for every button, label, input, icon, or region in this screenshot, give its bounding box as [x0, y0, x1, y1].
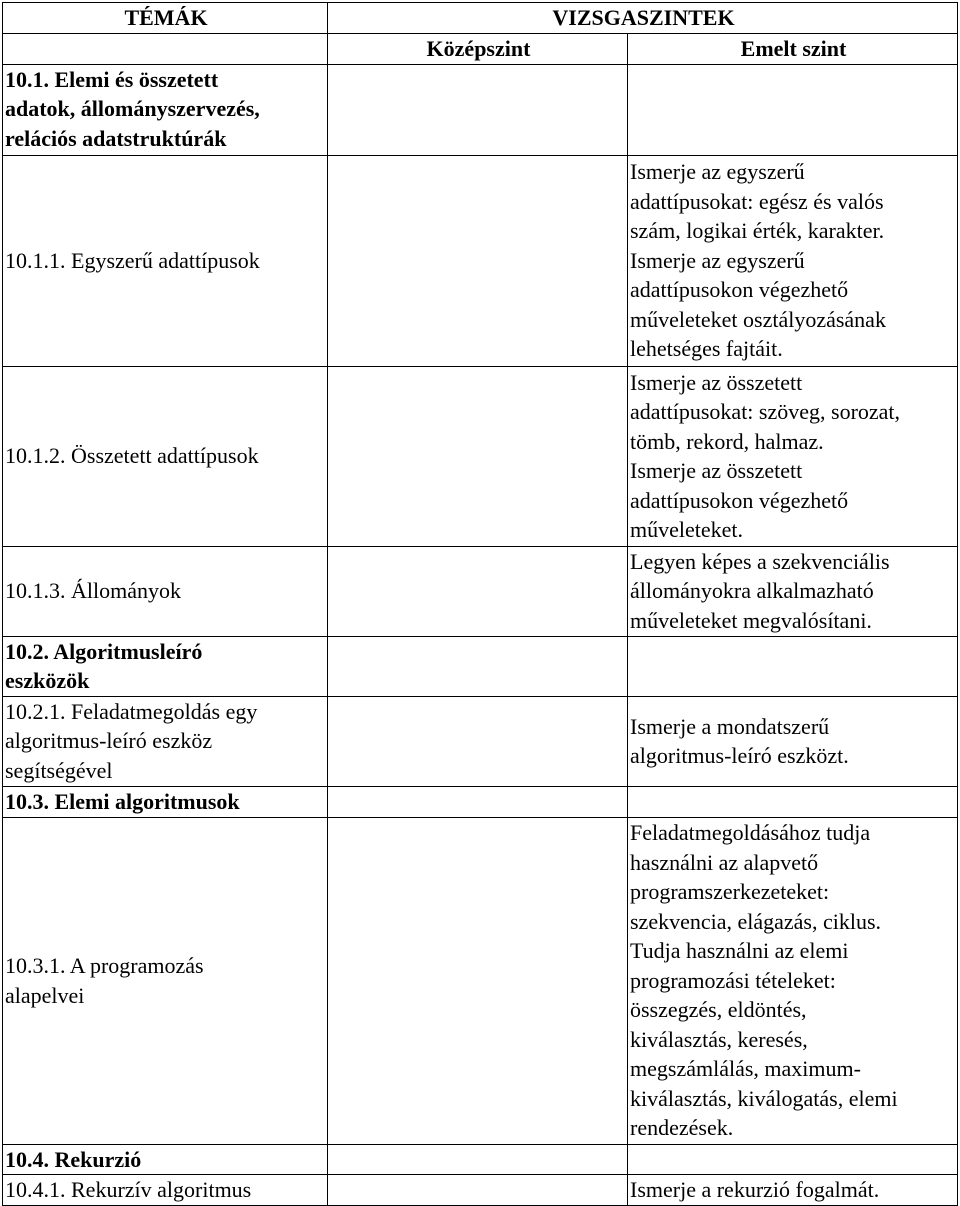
topic-cell [3, 636, 328, 696]
advanced-cell [628, 546, 958, 636]
topic-text: 10.3.1. A programozás alapelvei [5, 953, 204, 1008]
intermediate-cell [328, 786, 628, 817]
exam-levels-header: VIZSGASZINTEK [328, 3, 958, 34]
topic-text: 10.2.1. Feladatmegoldás egy algoritmus-leíró eszköz segítségével [5, 698, 258, 783]
topic-text: 10.3. Elemi algoritmusok [5, 788, 240, 814]
intermediate-cell [328, 696, 628, 786]
empty-header-cell [3, 33, 328, 64]
table-row [3, 64, 958, 155]
intermediate-cell [328, 64, 628, 155]
advanced-text: Ismerje az egyszerű adattípusokat: egész és valós szám, logikai érték, karakter. Ismerje az egyszerű adattípusokon végezhető műveleteket osztályozásának lehetséges fajtáit. [630, 159, 886, 362]
topic-cell [3, 64, 328, 155]
header-row-1 [3, 3, 958, 34]
topic-cell [3, 1175, 328, 1206]
intermediate-cell [328, 636, 628, 696]
advanced-cell [628, 1175, 958, 1206]
advanced-text: Ismerje a mondatszerű algoritmus-leíró eszközt. [630, 713, 849, 768]
advanced-cell [628, 366, 958, 546]
advanced-text: Ismerje az összetett adattípusokat: szöveg, sorozat, tömb, rekord, halmaz. Ismerje az összetett adattípusokon végezhető műveleteket. [630, 369, 901, 542]
table-row [3, 546, 958, 636]
topic-text: 10.4. Rekurzió [5, 1146, 142, 1172]
topic-cell [3, 155, 328, 366]
table-row [3, 817, 958, 1144]
topic-text: 10.1.1. Egyszerű adattípusok [5, 247, 260, 273]
intermediate-cell [328, 817, 628, 1144]
table-row [3, 786, 958, 817]
topic-text: 10.1.2. Összetett adattípusok [5, 443, 259, 469]
intermediate-cell [328, 155, 628, 366]
advanced-cell [628, 696, 958, 786]
table-row [3, 636, 958, 696]
exam-topics-table [2, 2, 958, 1206]
topic-cell [3, 696, 328, 786]
topics-header: TÉMÁK [3, 3, 328, 34]
topic-text: 10.4.1. Rekurzív algoritmus [5, 1177, 252, 1202]
advanced-cell [628, 64, 958, 155]
topic-text: 10.1. Elemi és összetett adatok, állományszervezés, relációs adatstruktúrák [5, 66, 260, 151]
advanced-cell [628, 636, 958, 696]
topic-cell [3, 786, 328, 817]
intermediate-cell [328, 1144, 628, 1175]
table-row [3, 366, 958, 546]
advanced-cell [628, 155, 958, 366]
table-row [3, 696, 958, 786]
topic-text: 10.1.3. Állományok [5, 578, 181, 604]
advanced-cell [628, 786, 958, 817]
topic-cell [3, 366, 328, 546]
intermediate-cell [328, 366, 628, 546]
topic-text: 10.2. Algoritmusleíró eszközök [5, 638, 203, 693]
topic-cell [3, 546, 328, 636]
table-row [3, 155, 958, 366]
intermediate-cell [328, 546, 628, 636]
table-row [3, 1144, 958, 1175]
advanced-cell [628, 1144, 958, 1175]
header-row-2 [3, 33, 958, 64]
topic-cell [3, 1144, 328, 1175]
intermediate-cell [328, 1175, 628, 1206]
advanced-text: Ismerje a rekurzió fogalmát. [630, 1177, 880, 1202]
topic-cell [3, 817, 328, 1144]
table-row [3, 1175, 958, 1206]
advanced-level-header: Emelt szint [628, 33, 958, 64]
intermediate-level-header: Középszint [328, 33, 628, 64]
advanced-text: Legyen képes a szekvenciális állományokra alkalmazható műveleteket megvalósítani. [630, 548, 890, 633]
advanced-cell [628, 817, 958, 1144]
advanced-text: Feladatmegoldásához tudja használni az alapvető programszerkezeteket: szekvencia, elágazás, ciklus. Tudja használni az elemi programozási tételeket: összegzés, eldöntés, kiválasztás, keresés, megszámlálás, maximum- kiválasztás, kiválogatás, elemi rendezések. [630, 820, 898, 1141]
